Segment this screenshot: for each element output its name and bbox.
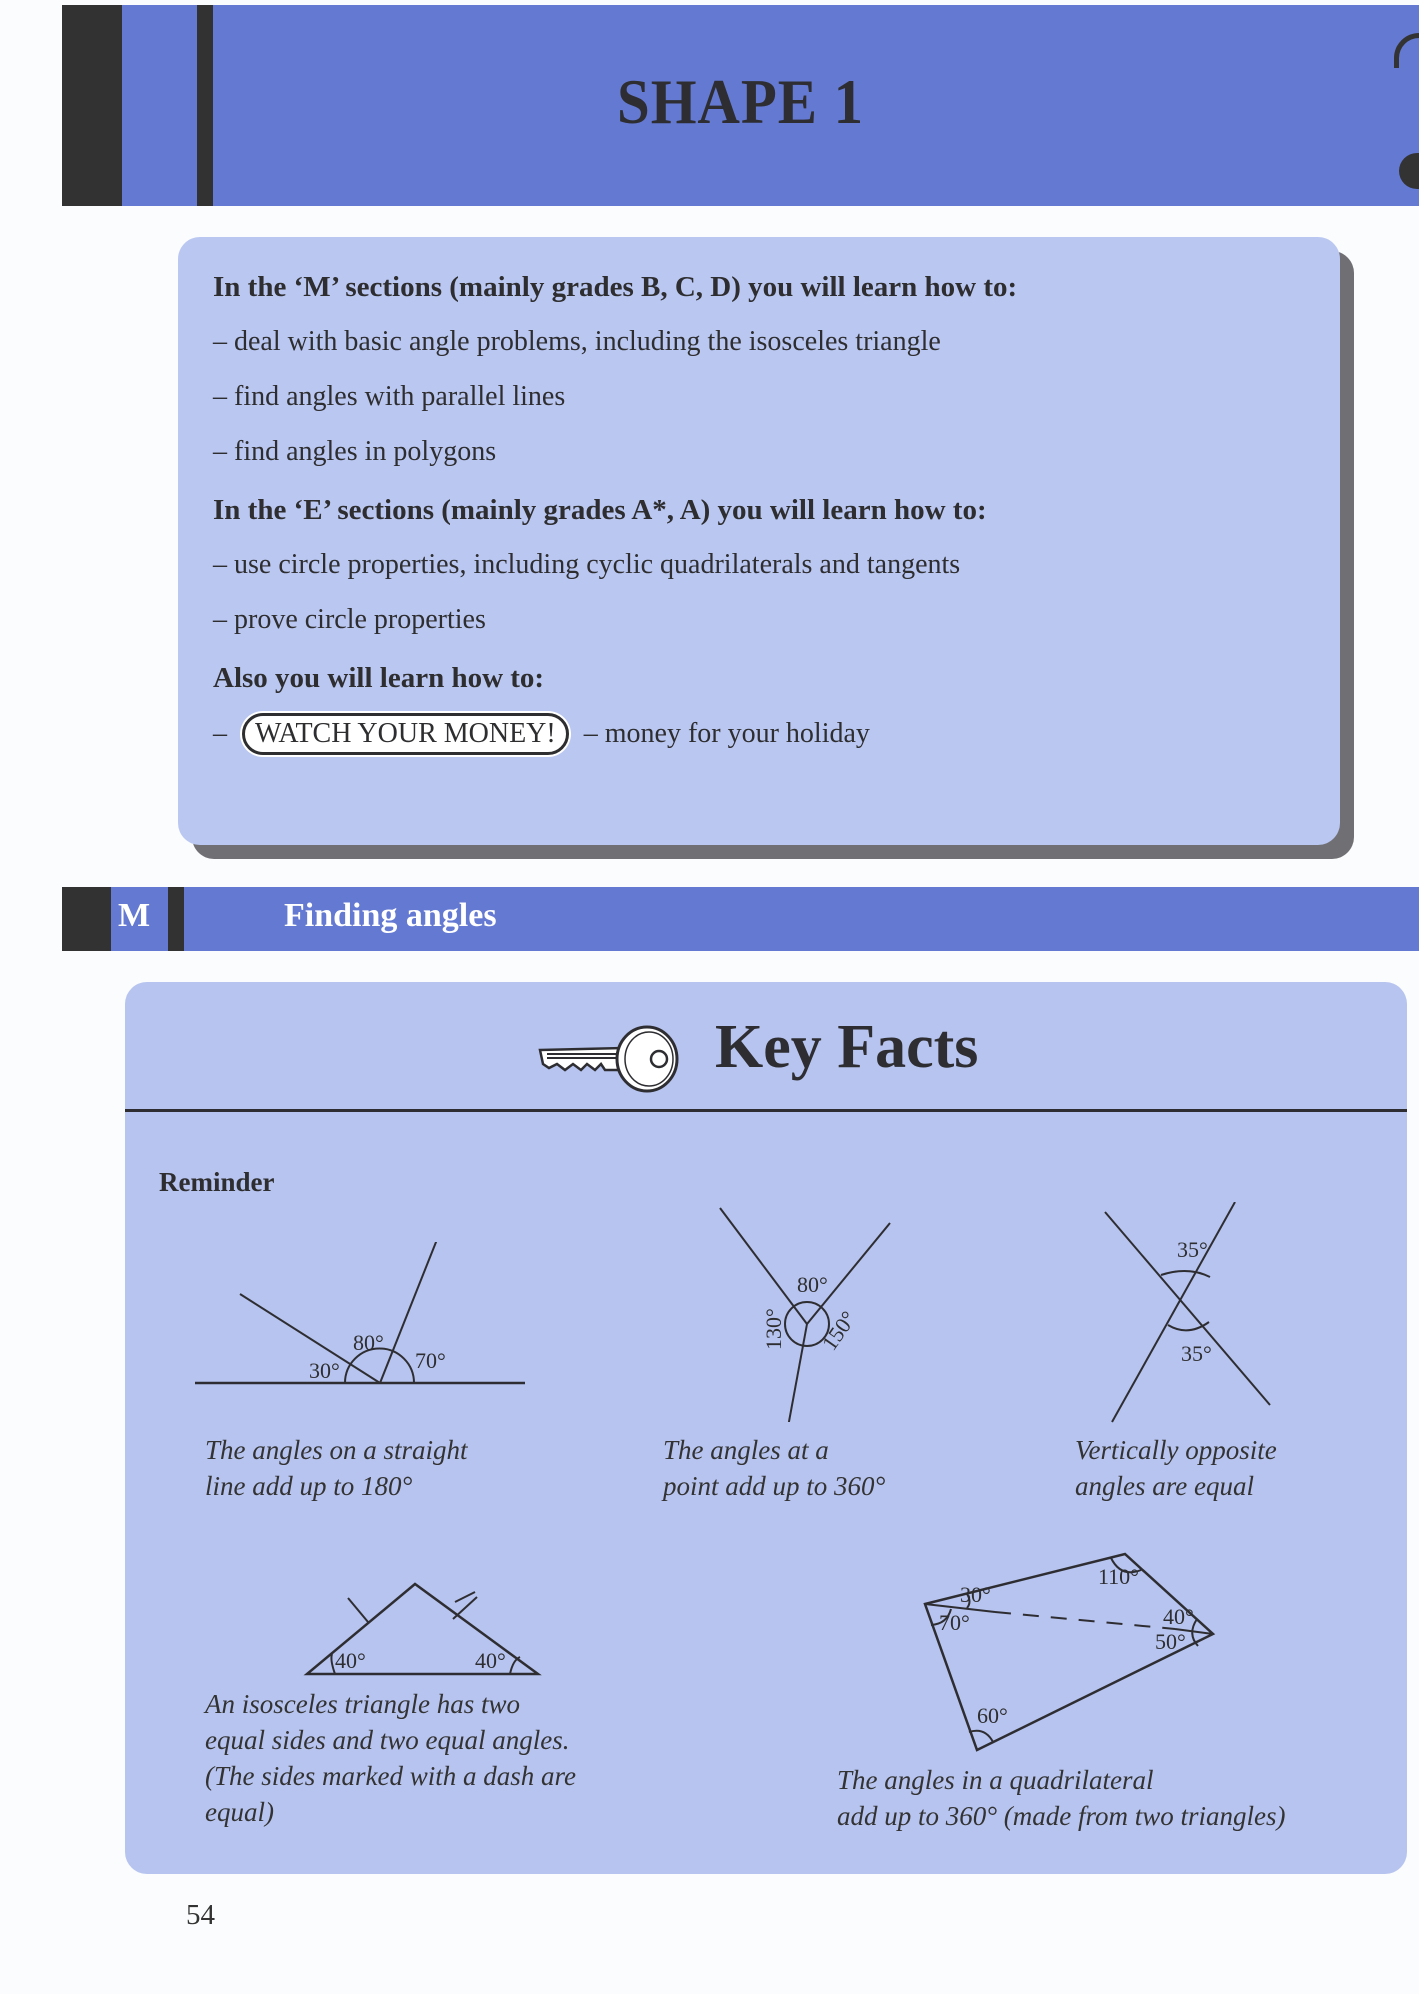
key-facts-title: Key Facts [715,1013,979,1081]
angle-label: 80° [797,1272,828,1297]
straight-line-diagram [195,1242,535,1402]
objective-item: – prove circle properties [213,604,486,635]
angle-label: 35° [1181,1341,1212,1366]
angle-label: 40° [1163,1604,1194,1629]
key-facts-box [125,982,1407,1874]
quadrilateral-caption: The angles in a quadrilateral add up to 360° (made from two triangles) [837,1765,1286,1831]
objective-item-money [213,713,1320,755]
angles-at-point-caption: The angles at a point add up to 360° [663,1435,886,1501]
angle-label: 50° [1155,1629,1186,1654]
angle-label: 35° [1177,1237,1208,1262]
objectives-box [178,237,1340,845]
objective-item: – find angles in polygons [213,436,497,467]
money-item-text: – money for your holiday [583,718,870,749]
section-title: Finding angles [284,897,497,934]
watch-your-money-badge: WATCH YOUR MONEY! [242,713,569,755]
angle-label: 30° [960,1582,991,1607]
angle-label: 150° [816,1306,862,1355]
m-sections-heading: In the ‘M’ sections (mainly grades B, C, D) you will learn how to: [213,271,1018,303]
reminder-label: Reminder [159,1167,275,1197]
header-dark-block [62,5,122,206]
angle-label: 70° [939,1610,970,1635]
key-icon [535,1024,685,1094]
straight-line-caption: The angles on a straight line add up to 180° [205,1435,468,1501]
objective-item: – find angles with parallel lines [213,381,566,412]
vertically-opposite-caption: Vertically opposite angles are equal [1075,1435,1277,1501]
angle-label: 40° [335,1648,366,1673]
angle-label: 60° [977,1703,1008,1728]
page-edge-dot-icon [1399,153,1419,189]
chapter-title: SHAPE 1 [617,66,864,137]
chapter-header-band [62,5,1419,206]
section-header-band [62,887,1419,951]
angle-label: 70° [415,1348,446,1373]
e-sections-heading: In the ‘E’ sections (mainly grades A*, A) you will learn how to: [213,494,987,526]
angle-label: 110° [1098,1564,1139,1589]
page-edge-arc-icon [1394,33,1419,68]
vertically-opposite-diagram [1090,1202,1290,1432]
section-dark-stripe [168,887,184,951]
angles-at-point-diagram [695,1192,895,1422]
section-dark-block [62,887,111,951]
objective-item: – deal with basic angle problems, including the isosceles triangle [213,326,941,357]
quadrilateral-diagram [915,1542,1235,1762]
key-facts-divider [125,1109,1407,1112]
angle-label: 80° [353,1330,384,1355]
isosceles-triangle-diagram [295,1572,555,1682]
objective-dash: – [213,718,227,749]
angle-label: 30° [309,1358,340,1383]
objective-item: – use circle properties, including cyclic quadrilaterals and tangents [213,549,961,580]
page-number: 54 [186,1899,215,1931]
angle-label: 40° [475,1648,506,1673]
angle-label: 130° [761,1308,786,1350]
section-letter: M [118,897,151,934]
isosceles-triangle-caption: An isosceles triangle has two equal sides and two equal angles. (The sides marked with a dash are equal) [205,1689,576,1827]
also-heading: Also you will learn how to: [213,662,545,694]
